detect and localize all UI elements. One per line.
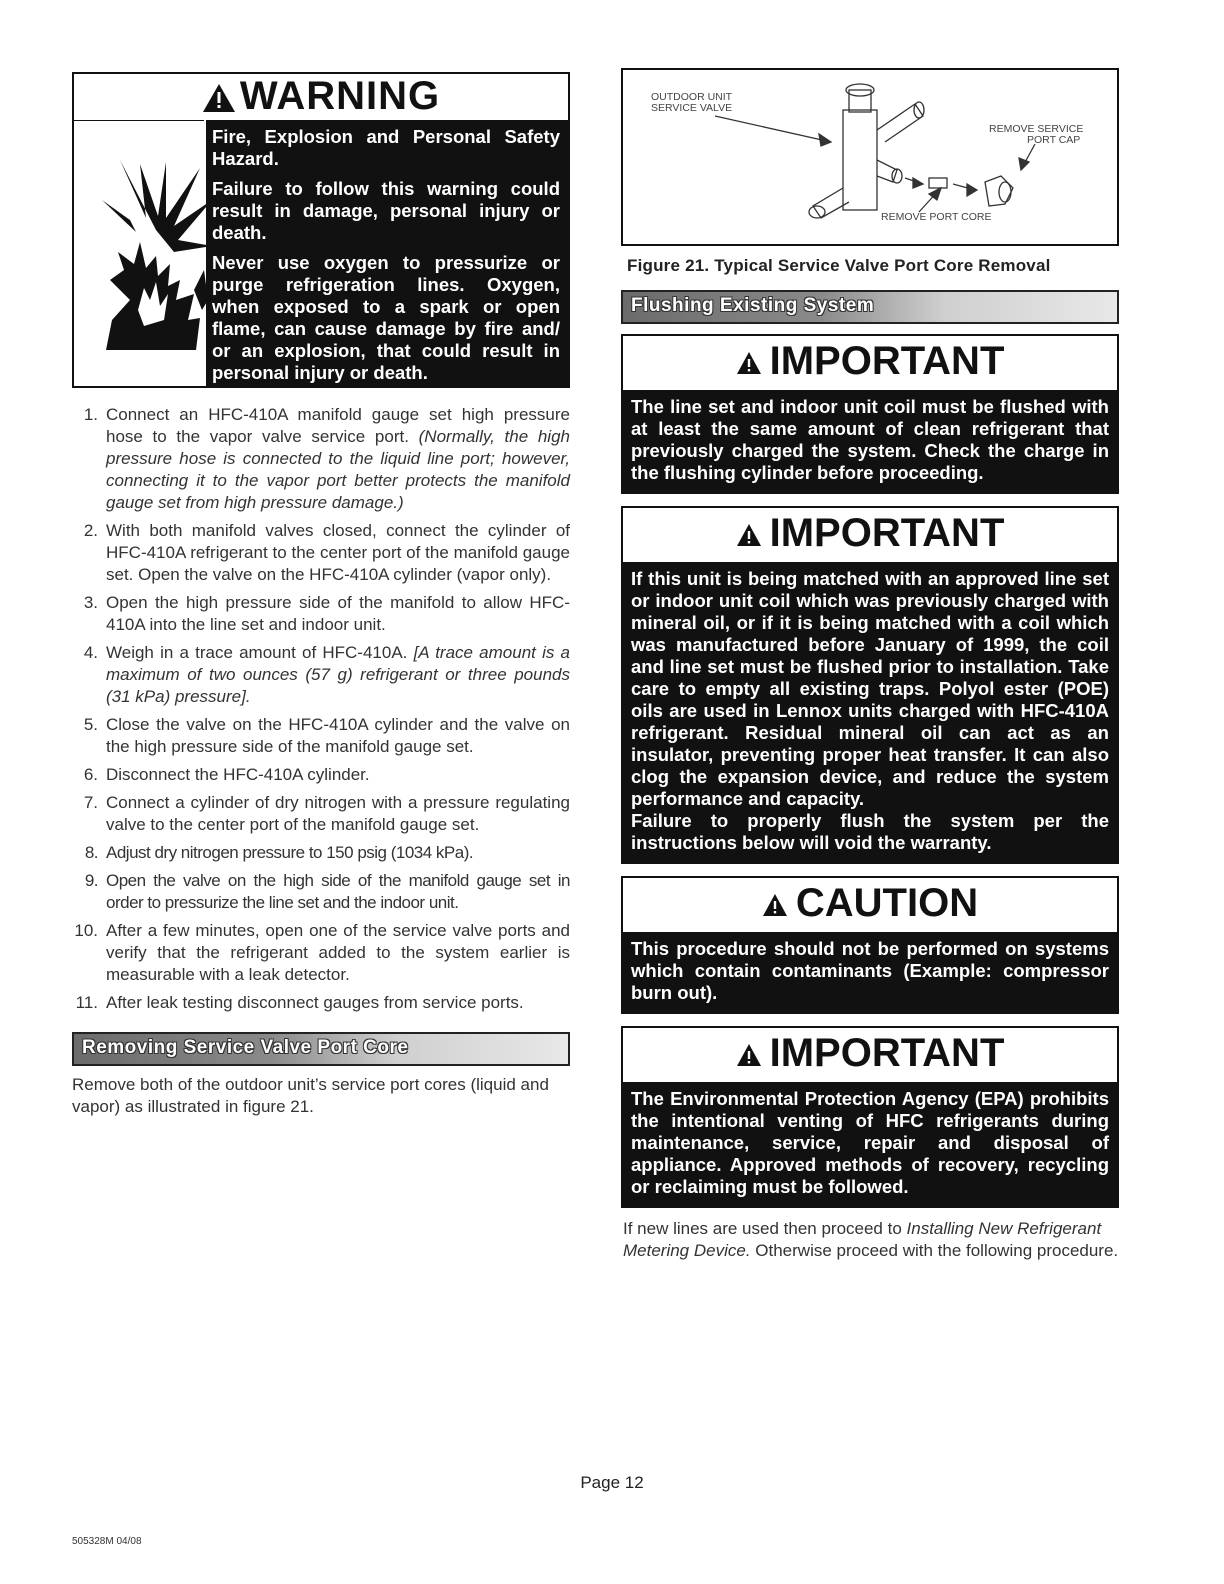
service-valve-illustration	[623, 70, 1117, 240]
removing-section-heading	[72, 1032, 570, 1066]
step-number: 3.	[83, 593, 98, 612]
list-item	[72, 992, 570, 1014]
important-body-3	[623, 1082, 1117, 1206]
step-text: Open the valve on the high side of the manifold gauge set in order to pressurize the line set and the indoor unit.	[106, 871, 570, 912]
step-text: Adjust dry nitrogen pressure to 150 psig (1034 kPa).	[106, 843, 474, 862]
document-code: 505328M 04/08	[72, 1536, 142, 1547]
step-number: 9.	[84, 871, 98, 890]
important-title-2	[623, 508, 1117, 562]
closing-text-pre: If new lines are used then proceed to	[623, 1219, 907, 1238]
warning-triangle-icon	[762, 893, 788, 917]
list-item	[72, 520, 570, 586]
warning-triangle-icon	[736, 1043, 762, 1067]
step-text: After a few minutes, open one of the service valve ports and verify that the refrigerant added to the system earlier is measurable with a leak detector.	[106, 921, 570, 984]
caution-body	[623, 932, 1117, 1012]
right-column	[621, 68, 1119, 1262]
step-number: 6.	[83, 765, 98, 784]
step-text: Weigh in a trace amount of HFC-410A.	[106, 643, 408, 662]
important-text-warranty: Failure to properly flush the system per the instructions below will void the warranty.	[631, 810, 1109, 853]
figure-21	[621, 68, 1119, 246]
step-text: After leak testing disconnect gauges from service ports.	[106, 993, 524, 1012]
step-text: With both manifold valves closed, connect the cylinder of HFC-410A refrigerant to the center port of the manifold gauge set. Open the valve on the HFC-410A cylinder (vapor only).	[106, 521, 570, 584]
important-text: The Environmental Protection Agency (EPA) prohibits the intentional venting of HFC refrigerants during maintenance, service, repair and disposal of appliance. Approved methods of recovery, recycling or reclaiming must be followed.	[631, 1088, 1109, 1197]
warning-title-text: WARNING	[239, 74, 441, 118]
step-number: 4.	[83, 643, 98, 662]
warning-divider	[74, 120, 204, 121]
step-text: Connect a cylinder of dry nitrogen with a pressure regulating valve to the center port of the manifold gauge set.	[106, 793, 570, 834]
important-title-1	[623, 336, 1117, 390]
important-box-1	[621, 334, 1119, 494]
caution-title	[623, 878, 1117, 932]
list-item	[72, 764, 570, 786]
label-port-cap: PORT CAP	[1027, 134, 1081, 146]
list-item	[72, 592, 570, 636]
step-number: 7.	[83, 793, 98, 812]
flushing-heading-text: Flushing Existing System	[631, 295, 875, 316]
important-body-1	[623, 390, 1117, 492]
step-number: 8.	[84, 843, 98, 862]
list-item	[72, 714, 570, 758]
caution-box	[621, 876, 1119, 1014]
important-title-text: IMPORTANT	[769, 1031, 1005, 1075]
important-box-3	[621, 1026, 1119, 1208]
warning-hazard: Fire, Explosion and Personal Safety Hazard.	[212, 126, 560, 169]
label-remove-service: REMOVE SERVICE	[989, 123, 1084, 135]
warning-text-panel	[206, 120, 568, 386]
label-outdoor-unit: OUTDOOR UNIT	[651, 91, 733, 103]
warning-triangle-icon	[736, 351, 762, 375]
list-item	[72, 792, 570, 836]
important-text: If this unit is being matched with an approved line set or indoor unit coil which was previously charged with mineral oil, or if it is being matched with a coil which was manufactured before January of 1999, the coil and line set must be flushed prior to installation. Take care to empty all existing traps. Polyol ester (POE) oils are used in Lennox units charged with HFC-410A refrigerant. Residual mineral oil can act as an insulator, preventing proper heat transfer. It can also clog the expansion device, and reduce the system performance and capacity.	[631, 568, 1109, 809]
step-number: 10.	[74, 921, 98, 940]
label-service-valve: SERVICE VALVE	[651, 102, 733, 114]
warning-triangle-icon	[736, 523, 762, 547]
warning-triangle-icon	[202, 83, 236, 113]
important-title-text: IMPORTANT	[769, 339, 1005, 383]
closing-reference: Installing New Refrigerant Metering Device.	[623, 1219, 1102, 1260]
flushing-section-heading	[621, 290, 1119, 324]
warning-oxygen: Never use oxygen to pressurize or purge refrigeration lines. Oxygen, when exposed to a spark or open flame, can cause damage by fire and/ or an explosion, that could result in personal injury or death.	[212, 252, 560, 383]
important-title-text: IMPORTANT	[769, 511, 1005, 555]
list-item	[72, 404, 570, 514]
step-number: 11.	[75, 993, 98, 1012]
step-number: 2.	[83, 521, 98, 540]
warning-title	[74, 76, 568, 116]
closing-paragraph	[621, 1218, 1119, 1262]
list-item	[72, 842, 570, 864]
important-box-2	[621, 506, 1119, 864]
step-text: Connect an HFC-410A manifold gauge set high pressure hose to the vapor valve service port.	[106, 405, 570, 446]
procedure-steps	[72, 404, 570, 1014]
step-note: (Normally, the high pressure hose is connected to the liquid line port; however, connecting it to the vapor port better protects the manifold gauge set from high pressure damage.)	[106, 427, 570, 512]
label-remove-port-core: REMOVE PORT CORE	[881, 211, 992, 223]
page-number: Page 12	[580, 1473, 644, 1492]
important-title-3	[623, 1028, 1117, 1082]
warning-failure: Failure to follow this warning could result in damage, personal injury or death.	[212, 178, 560, 243]
removing-heading-text: Removing Service Valve Port Core	[82, 1037, 409, 1058]
important-text: The line set and indoor unit coil must be flushed with at least the same amount of clean refrigerant that previously charged the system. Check the charge in the flushing cylinder before proceeding.	[631, 396, 1109, 483]
step-text: Open the high pressure side of the manifold to allow HFC-410A into the line set and indoor unit.	[106, 593, 570, 634]
caution-text: This procedure should not be performed on systems which contain contaminants (Example: compressor burn out).	[631, 938, 1109, 1003]
list-item	[72, 920, 570, 986]
left-column	[72, 72, 570, 1118]
step-number: 5.	[83, 715, 98, 734]
step-text: Close the valve on the HFC-410A cylinder and the valve on the high pressure side of the manifold gauge set.	[106, 715, 570, 756]
removing-paragraph: Remove both of the outdoor unit’s service port cores (liquid and vapor) as illustrated in figure 21.	[72, 1075, 549, 1116]
step-note: [A trace amount is a maximum of two ounces (57 g) refrigerant or three pounds (31 kPa) pressure].	[106, 643, 570, 706]
list-item	[72, 870, 570, 914]
caution-title-text: CAUTION	[795, 881, 979, 925]
explosion-fire-icon	[100, 160, 212, 350]
figure-caption: Figure 21. Typical Service Valve Port Core Removal	[627, 256, 1051, 275]
closing-text-post: Otherwise proceed with the following procedure.	[750, 1241, 1119, 1260]
important-body-2	[623, 562, 1117, 862]
warning-box	[72, 72, 570, 388]
step-number: 1.	[83, 405, 98, 424]
step-text: Disconnect the HFC-410A cylinder.	[106, 765, 370, 784]
list-item	[72, 642, 570, 708]
